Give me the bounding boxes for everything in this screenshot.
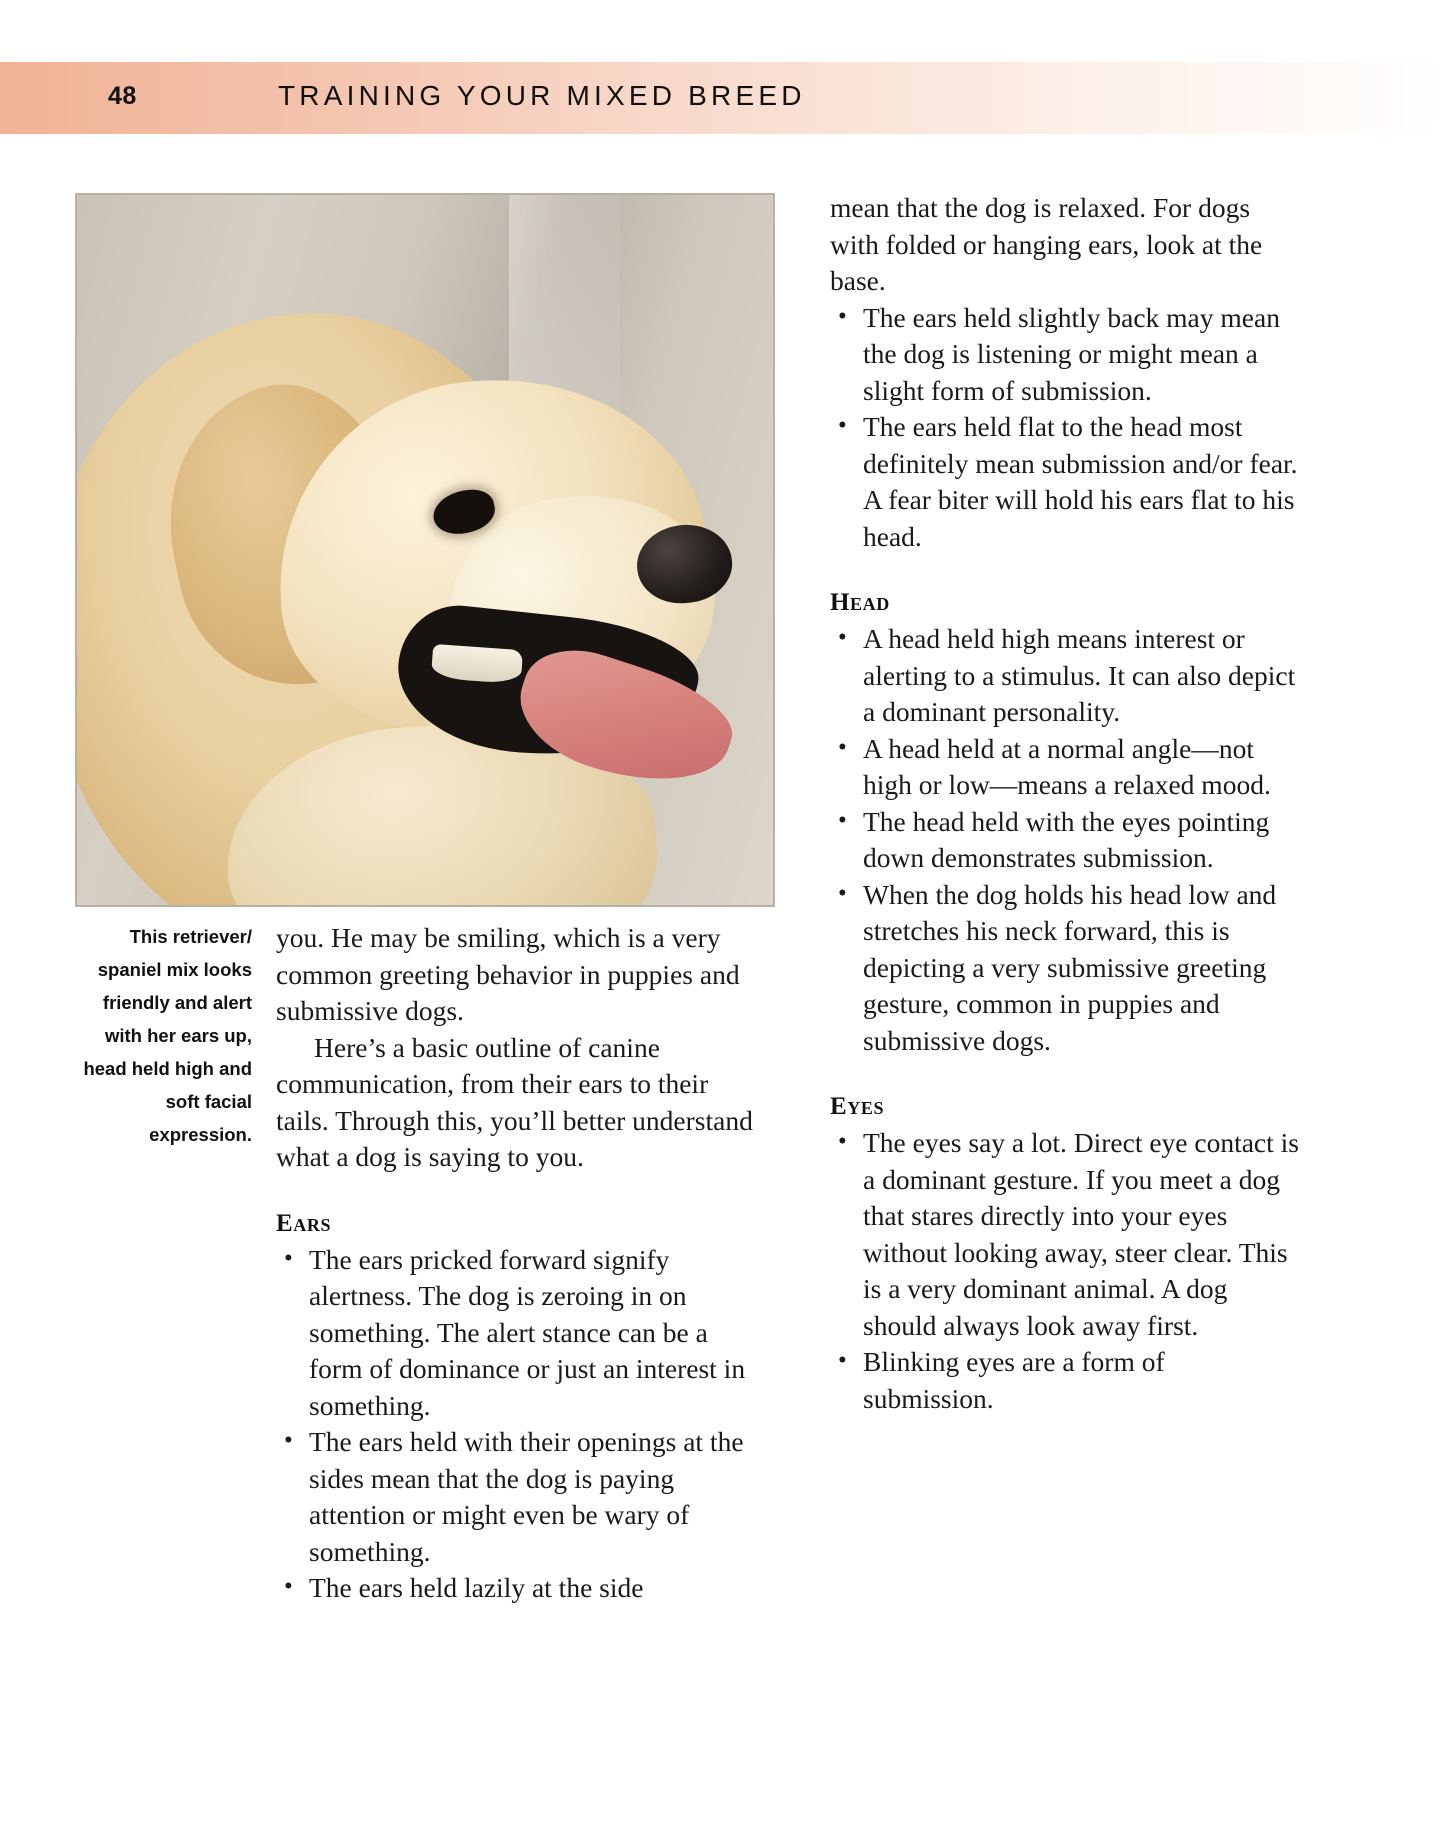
list-item: • The head held with the eyes pointing down demonstrates submission. [830, 804, 1300, 877]
left-text-column [276, 920, 756, 1607]
ears-bullet-list [276, 1242, 756, 1607]
section-heading-ears: Ears [276, 1209, 332, 1237]
list-item: • A head held high means interest or alerting to a stimulus. It can also depict a dominant personality. [830, 621, 1300, 731]
list-item: • The ears pricked forward signify alertness. The dog is zeroing in on something. The alert stance can be a form of dominance or just an interest in something. [276, 1242, 756, 1425]
list-item: • When the dog holds his head low and stretches his neck forward, this is depicting a very submissive greeting gesture, common in puppies and submissive dogs. [830, 877, 1300, 1060]
section-heading-head: Head [830, 589, 890, 616]
figure-caption: This retriever/ spaniel mix looks friendly and alert with her ears up, head held high and soft facial expression. [83, 926, 252, 1145]
right-continuation-paragraph: mean that the dog is relaxed. For dogs with folded or hanging ears, look at the base. [830, 192, 1263, 296]
eyes-bullet-list [830, 1125, 1300, 1417]
list-item: • The ears held lazily at the side [276, 1570, 756, 1607]
left-paragraph-2: Here’s a basic outline of canine communication, from their ears to their tails. Through this, you’ll better understand what a dog is saying to you. [276, 1031, 753, 1172]
list-item: • The ears held slightly back may mean the dog is listening or might mean a slight form of submission. [830, 300, 1300, 410]
ears-bullet-list-continued [830, 300, 1300, 556]
list-item: • The eyes say a lot. Direct eye contact is a dominant gesture. If you meet a dog that stares directly into your eyes without looking away, steer clear. This is a very dominant animal. A dog should always look away first. [830, 1125, 1300, 1344]
running-head-title: TRAINING YOUR MIXED BREED [278, 80, 806, 111]
list-item: • Blinking eyes are a form of submission. [830, 1344, 1300, 1417]
right-text-column [830, 190, 1300, 1417]
page-number: 48 [108, 82, 137, 110]
list-item: • The ears held with their openings at the sides mean that the dog is paying attention or might even be wary of something. [276, 1424, 756, 1570]
section-heading-eyes: Eyes [830, 1093, 885, 1120]
dog-photo [75, 193, 775, 907]
list-item: • The ears held flat to the head most definitely mean submission and/or fear. A fear biter will hold his ears flat to his head. [830, 409, 1300, 555]
left-continuation-paragraph: you. He may be smiling, which is a very common greeting behavior in puppies and submissive dogs. [276, 922, 740, 1026]
head-bullet-list [830, 621, 1300, 1059]
list-item: • A head held at a normal angle—not high or low—means a relaxed mood. [830, 731, 1300, 804]
